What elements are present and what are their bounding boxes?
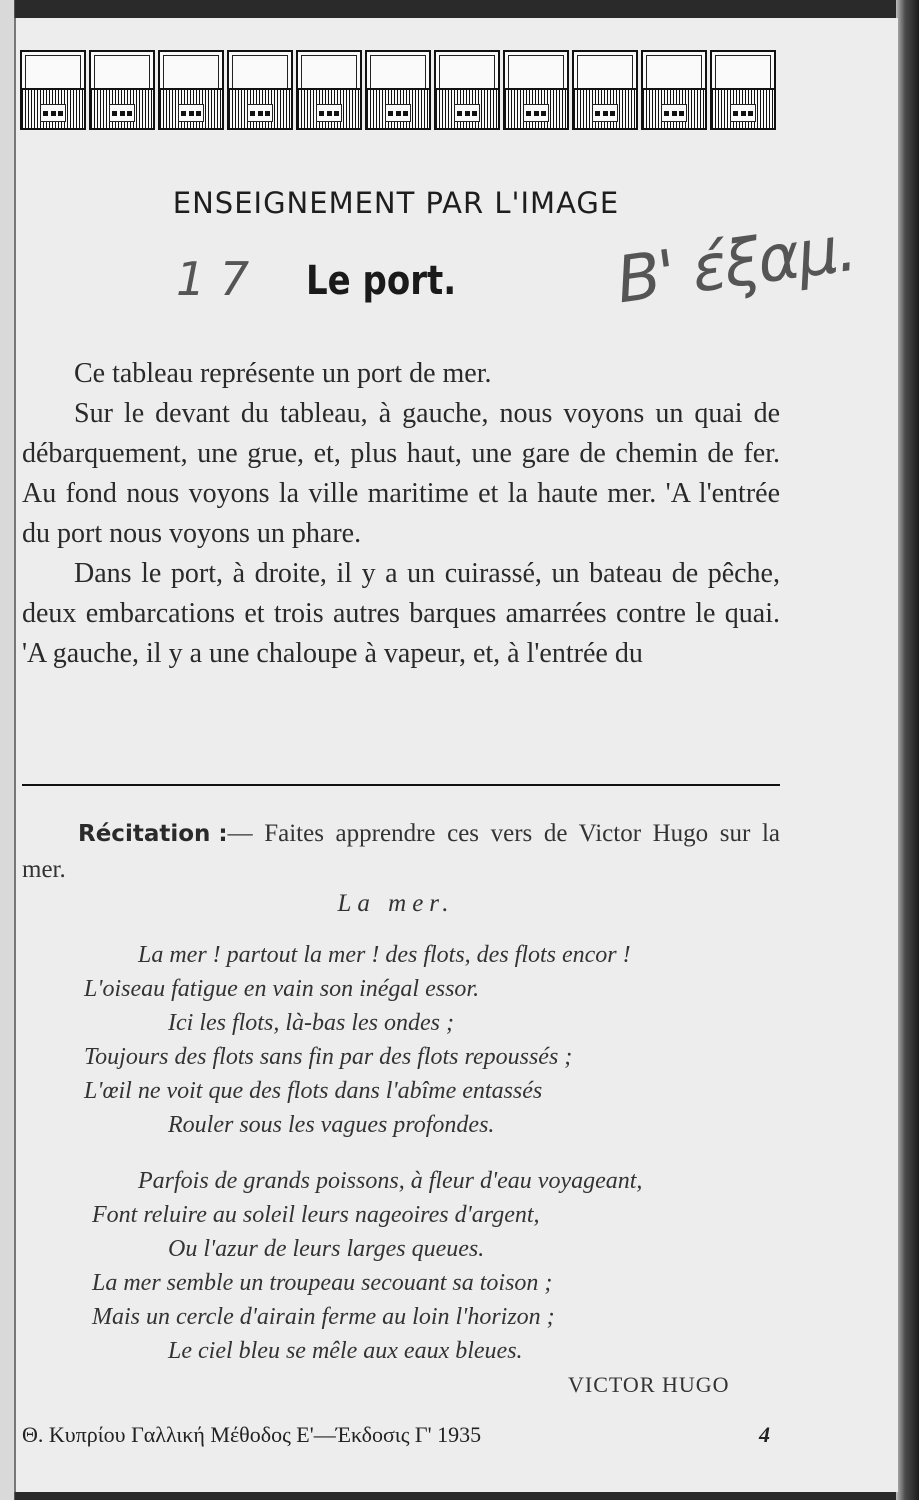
frieze-tile <box>572 50 638 130</box>
frieze-tile <box>365 50 431 130</box>
frieze-tile <box>296 50 362 130</box>
recitation-text: — Faites apprendre ces vers de Victor Hugo sur la mer. <box>22 820 780 883</box>
book-binding-edge <box>896 0 919 1500</box>
poem-line: Le ciel bleu se mêle aux eaux bleues. <box>168 1338 523 1364</box>
poem-stanza-1 <box>22 938 792 1142</box>
frieze-tile <box>503 50 569 130</box>
frieze-tile <box>227 50 293 130</box>
poem-line: L'oiseau fatigue en vain son inégal essor. <box>84 976 480 1002</box>
footer-text: Θ. Κυπρίου Γαλλική Μέθοδος Ε'—Έκδοσις Γ' 1935 <box>22 1422 482 1447</box>
lesson-title: Le port. <box>306 258 457 304</box>
page-left-edge <box>0 0 15 1500</box>
poem-line: La mer semble un troupeau secouant sa toison ; <box>92 1270 553 1296</box>
frieze-tile <box>710 50 776 130</box>
paragraph: Sur le devant du tableau, à gauche, nous voyons un quai de débarquement, une grue, et, plus haut, une gare de chemin de fer. Au fond nous voyons la ville maritime et la haute mer. 'A l'entrée du port nous voyons un phare. <box>22 398 780 549</box>
poem-title: La mer. <box>337 890 455 917</box>
poem-line: Rouler sous les vagues profondes. <box>168 1112 495 1138</box>
poem-line: Ici les flots, là-bas les ondes ; <box>168 1010 454 1036</box>
section-heading: ENSEIGNEMENT PAR L'IMAGE <box>172 186 620 220</box>
poem-line: Ou l'azur de leurs larges queues. <box>168 1236 485 1262</box>
frieze-tile <box>641 50 707 130</box>
frieze-tile <box>434 50 500 130</box>
page-number: 4 <box>759 1422 770 1447</box>
paragraph: Ce tableau représente un port de mer. <box>74 358 492 389</box>
decorative-frieze <box>20 50 776 134</box>
poem-line: Parfois de grands poissons, à fleur d'eau voyageant, <box>138 1168 643 1194</box>
recitation-label: Récitation : <box>78 821 228 847</box>
recitation-instruction <box>22 816 780 888</box>
divider-rule <box>22 784 580 786</box>
lesson-text <box>22 354 780 674</box>
frieze-tile <box>20 50 86 130</box>
page-footer <box>22 1422 780 1448</box>
poem-stanza-2 <box>22 1164 792 1368</box>
poem-line: L'œil ne voit que des flots dans l'abîme entassés <box>84 1078 543 1104</box>
frieze-tile <box>158 50 224 130</box>
poem-line: La mer ! partout la mer ! des flots, des flots encor ! <box>138 942 631 968</box>
poem-line: Mais un cercle d'airain ferme au loin l'horizon ; <box>92 1304 555 1330</box>
paragraph: Dans le port, à droite, il y a un cuirassé, un bateau de pêche, deux embarcations et trois autres barques amarrées contre le quai. 'A gauche, il y a une chaloupe à vapeur, et, à l'entrée du <box>22 558 780 669</box>
handwritten-note-right: B' έξαμ. <box>612 211 860 319</box>
frieze-tile <box>89 50 155 130</box>
poem-line: Toujours des flots sans fin par des flots repoussés ; <box>84 1044 573 1070</box>
book-page <box>14 18 898 1492</box>
divider-rule <box>578 784 780 786</box>
poem-author: VICTOR HUGO <box>568 1372 730 1397</box>
poem-line: Font reluire au soleil leurs nageoires d'argent, <box>92 1202 540 1228</box>
handwritten-note-left: 1 7 <box>176 252 250 306</box>
